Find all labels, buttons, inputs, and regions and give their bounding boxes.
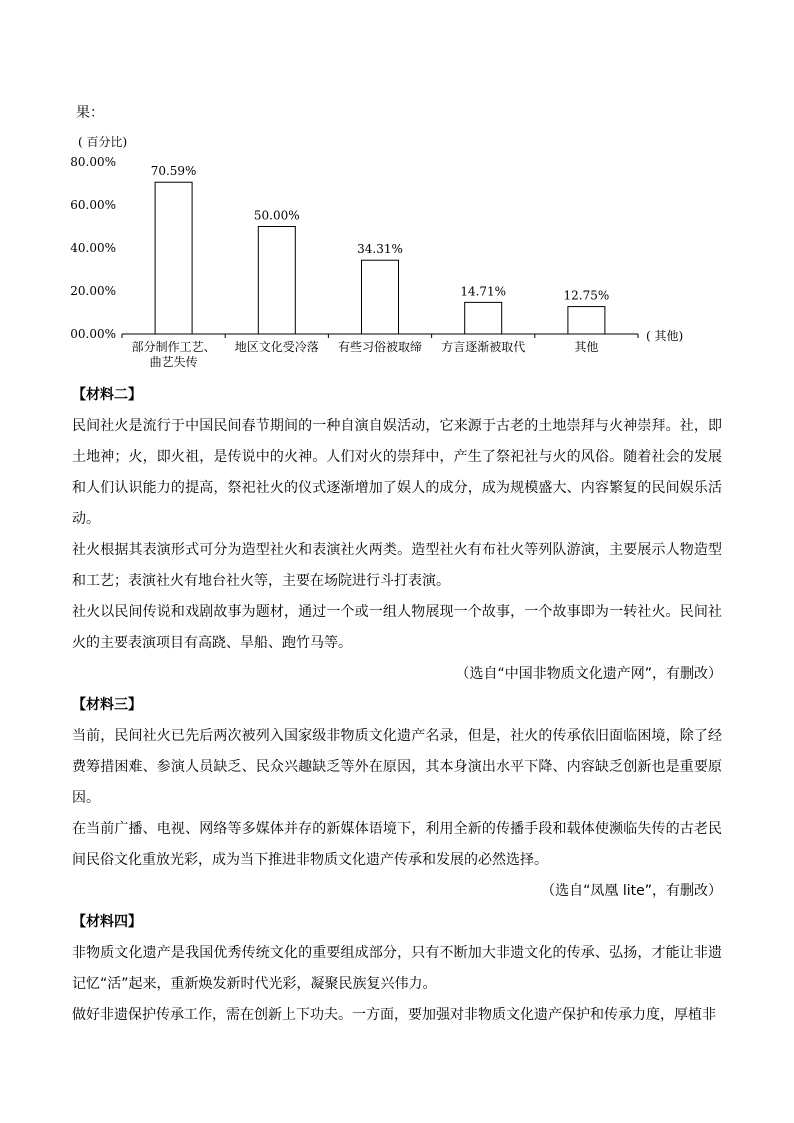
section-2-heading: 【材料二】 (72, 387, 142, 403)
section-3-source: （选自“凤凰 lite”，有删改） (541, 883, 722, 899)
section-3-para-1: 当前，民间社火已先后两次被列入国家级非物质文化遗产名录，但是，社火的传承依旧面临困境，除了经费筹措困难、参演人员缺乏、民众兴趣缺乏等外在原因，其本身演出水平下降、内容缺乏创新也是重要原因。 (72, 728, 722, 806)
y-tick-label: 40.00% (70, 241, 116, 255)
x-category-label: 曲艺失传 (149, 355, 198, 369)
x-category-label: 部分制作工艺、 (131, 340, 216, 354)
bar (568, 307, 605, 334)
bar-value-label: 50.00% (253, 208, 300, 223)
x-category-label: 有些习俗被取缔 (337, 340, 423, 354)
x-category-label: 其他 (574, 340, 599, 354)
y-tick-label: 00.00% (70, 327, 116, 341)
bar-chart (0, 0, 794, 380)
section-2-source: （选自“中国非物质文化遗产网”，有删改） (455, 666, 722, 682)
section-4-para-1: 非物质文化遗产是我国优秀传统文化的重要组成部分，只有不断加大非遗文化的传承、弘扬，才能让非遗记忆“活”起来，重新焕发新时代光彩，凝聚民族复兴伟力。 (72, 945, 722, 992)
bar (155, 182, 192, 334)
y-tick-label: 20.00% (70, 284, 116, 298)
section-2-para-3: 社火以民间传说和戏剧故事为题材，通过一个或一组人物展现一个故事，一个故事即为一转社火。民间社火的主要表演项目有高跷、旱船、跑竹马等。 (72, 604, 722, 651)
section-3-para-2: 在当前广播、电视、网络等多媒体并存的新媒体语境下，利用全新的传播手段和载体使濒临失传的古老民间民俗文化重放光彩，成为当下推进非物质文化遗产传承和发展的必然选择。 (72, 821, 722, 868)
bar (465, 302, 502, 334)
section-4-heading: 【材料四】 (72, 914, 142, 930)
section-2-para-1: 民间社火是流行于中国民间春节期间的一种自演自娱活动，它来源于古老的土地崇拜与火神崇拜。社，即土地神；火，即火祖，是传说中的火神。人们对火的崇拜中，产生了祭祀社与火的风俗。随着社会的发展和人们认识能力的提高，祭祀社火的仪式逐渐增加了娱人的成分，成为规模盛大、内容繁复的民间娱乐活动。 (72, 418, 722, 527)
x-category-label: 地区文化受冷落 (234, 340, 319, 354)
bar-value-label: 34.31% (357, 242, 403, 257)
section-3-heading: 【材料三】 (72, 697, 142, 713)
lead-text: 果： (76, 105, 104, 121)
section-2-para-2: 社火根据其表演形式可分为造型社火和表演社火两类。造型社火有布社火等列队游演，主要展示人物造型和工艺；表演社火有地台社火等，主要在场院进行斗打表演。 (72, 542, 722, 589)
section-4-para-2: 做好非遗保护传承工作，需在创新上下功夫。一方面，要加强对非物质文化遗产保护和传承力度，厚植非 (72, 1007, 716, 1023)
bar (258, 227, 295, 335)
bar-value-label: 14.71% (460, 284, 507, 299)
bar-value-label: 12.75% (563, 288, 610, 303)
material-body (72, 380, 722, 1031)
y-tick-label: 60.00% (70, 198, 116, 212)
bar (362, 260, 399, 334)
bar-value-label: 70.59% (150, 164, 197, 179)
y-tick-label: 80.00% (70, 155, 116, 169)
x-category-label: 方言逐渐被取代 (441, 340, 526, 354)
y-axis-label: ( 百分比) (78, 135, 128, 149)
x-axis-label: ( 其他) (646, 329, 684, 343)
